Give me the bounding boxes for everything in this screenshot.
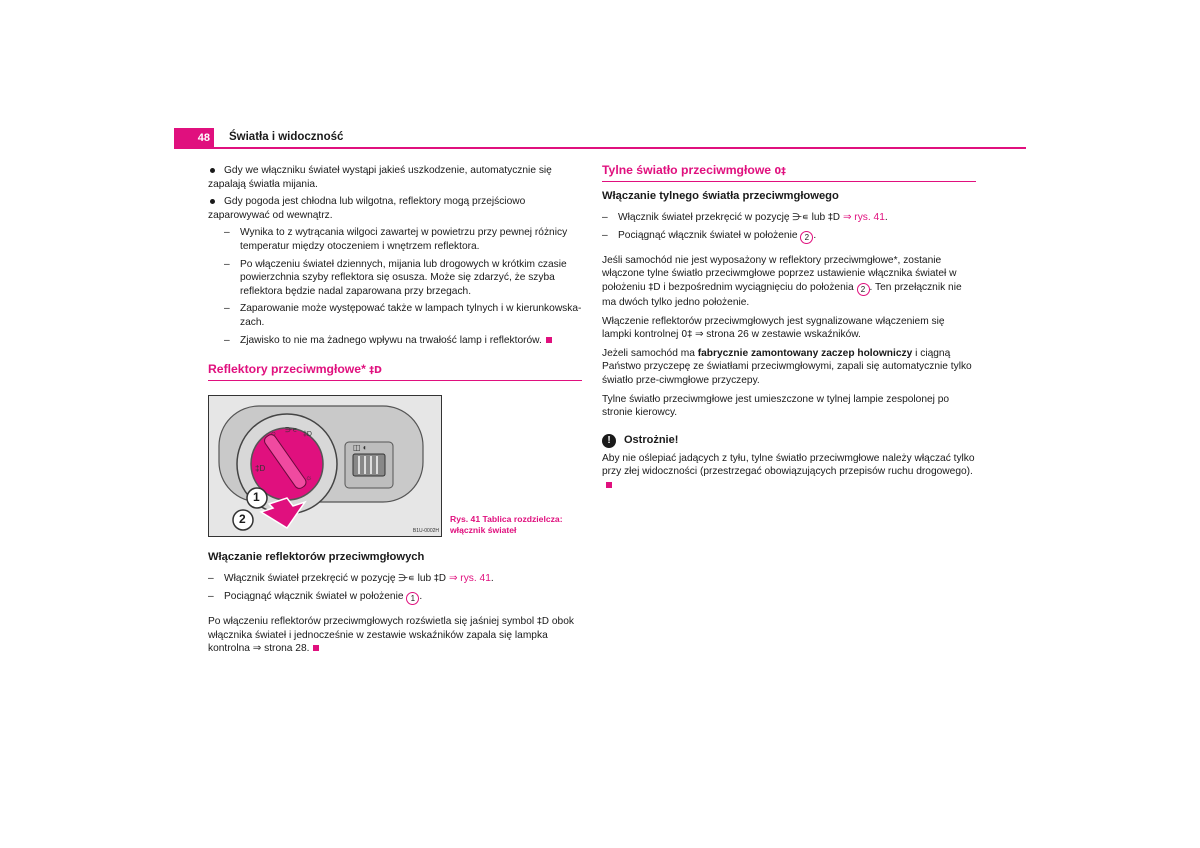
caption-line: Rys. 41 Tablica rozdzielcza: — [450, 513, 563, 524]
bullet-dot-icon — [210, 168, 215, 173]
page-number-badge: 48 — [174, 128, 214, 148]
caution-header — [602, 434, 976, 448]
punct: . — [419, 590, 423, 602]
fog-light-icon: ‡D — [434, 573, 447, 585]
dash-mark: – — [602, 212, 608, 224]
step-text: Pociągnąć włącznik świateł w położenie — [618, 229, 798, 241]
position-number-icon: 1 — [406, 592, 419, 605]
punct: . — [490, 573, 494, 585]
bullet-text: Gdy pogoda jest chłodna lub wilgotna, reflektory mogą przejściowo zaparowywać od wewnątrz. — [208, 196, 526, 221]
caution-body: Aby nie oślepiać jadących z tyłu, tylne światło przeciwmgłowe należy włączać tylko przy złej widoczności (przestrzegać obowiązujących przepisów ruchu drogowego). — [602, 452, 975, 478]
paragraph-text: Jeśli samochód nie jest wyposażony w reflektory przeciwmgłowe*, zostanie włączone tylne światło przeciwmgłowe poprzez ustawienie włącznika świateł w położeniu — [602, 254, 957, 293]
sub-item — [224, 258, 582, 299]
rear-fog-light-icon: 0‡ — [681, 329, 693, 341]
svg-text:‡D: ‡D — [255, 463, 266, 473]
svg-text:‡D: ‡D — [303, 430, 312, 438]
dash-mark: – — [224, 303, 230, 315]
position-number-icon: 2 — [800, 231, 813, 244]
paragraph — [602, 315, 976, 342]
header-rule — [174, 147, 1026, 149]
step-item — [208, 590, 582, 605]
paragraph-text: . Ten przełącznik nie ma dwóch tylko jedno położenie. — [602, 281, 962, 308]
step-item — [602, 229, 976, 244]
chapter-title: Światła i widoczność — [229, 131, 344, 143]
step-text: Pociągnąć włącznik świateł w położenie — [224, 590, 404, 602]
punct: . — [813, 229, 817, 241]
paragraph: Tylne światło przeciwmgłowe jest umieszczone w tylnej lampie zespolonej po stronie kierowcy. — [602, 393, 950, 419]
subsection-title: Włączanie tylnego światła przeciwmgłowego — [602, 189, 839, 202]
paragraph-text: Włączenie reflektorów przeciwmgłowych jest sygnalizowane włączeniem się lampki kontrolnej — [602, 315, 945, 341]
fog-light-icon: ‡D — [828, 212, 841, 224]
figure-reference-link[interactable]: ⇒ rys. 41 — [842, 212, 885, 224]
sub-item-text: Wynika to z wytrącania wilgoci zawartej w powietrzu przy pewnej różnicy temperatur między otoczeniem i wnętrzem reflektora. — [240, 227, 568, 252]
step-item — [602, 211, 976, 225]
figure-label-1: 1 — [253, 489, 260, 504]
paragraph-text: Po włączeniu reflektorów przeciwmgłowych rozświetla się jaśniej symbol — [208, 615, 535, 627]
figure-caption — [450, 514, 580, 536]
caution-title: Ostrożnie! — [624, 433, 679, 446]
side-light-icon: ⋺∊ — [792, 212, 809, 224]
section-title-text: Reflektory przeciwmgłowe* — [208, 362, 366, 377]
caution-text — [602, 452, 976, 493]
figure-reference-link[interactable]: ⇒ rys. 41 — [448, 573, 491, 585]
step-text: lub — [417, 573, 432, 585]
dash-mark: – — [208, 573, 214, 585]
caution-icon: ! — [602, 434, 616, 448]
paragraph-text: obok włącznika świateł i jednocześnie w zestawie wskaźników zapala się lampka kontrolna — [208, 615, 574, 655]
section-title-fog-lights — [208, 363, 582, 381]
section-title-rear-fog — [602, 164, 976, 182]
dash-mark: – — [224, 334, 230, 346]
paragraph-text: i ciągną Państwo przyczepę ze światłami przeciwmgłowymi, zapali się automatycznie tylko światło prze-ciwmgłowe przyczepy. — [602, 347, 972, 386]
dash-mark: – — [208, 590, 214, 602]
dash-mark: – — [602, 229, 608, 241]
figure-code: B1U-0002H — [412, 527, 439, 534]
paragraph — [208, 615, 582, 656]
step-item — [208, 572, 582, 586]
svg-text:◫ ◐: ◫ ◐ — [353, 442, 368, 452]
paragraph-bold-text: fabrycznie zamontowany zaczep holowniczy — [697, 347, 913, 359]
sub-item — [224, 334, 582, 348]
end-mark-icon — [606, 482, 612, 488]
dash-mark: – — [224, 258, 230, 270]
sub-item-text: Zjawisko to nie ma żadnego wpływu na trwałość lamp i reflektorów. — [240, 334, 542, 346]
rear-fog-light-icon: 0‡ — [774, 166, 786, 177]
paragraph-text: Jeżeli samochód ma — [602, 347, 695, 359]
paragraph — [602, 347, 976, 388]
paragraph-text: ⇒ strona 26 w zestawie wskaźników. — [694, 329, 861, 341]
punct: . — [884, 212, 888, 224]
fog-light-icon: ‡D — [648, 281, 661, 293]
right-column — [602, 164, 976, 498]
svg-text:☼: ☼ — [305, 472, 313, 482]
step-text: Włącznik świateł przekręcić w pozycję — [224, 573, 396, 585]
position-number-icon: 2 — [857, 283, 870, 296]
bullet-item — [208, 195, 582, 222]
end-mark-icon — [313, 645, 319, 651]
paragraph — [602, 254, 976, 310]
end-mark-icon — [546, 337, 552, 343]
step-text: Włącznik świateł przekręcić w pozycję — [618, 212, 790, 224]
light-switch-figure — [208, 395, 563, 537]
side-light-icon: ⋺∊ — [398, 573, 415, 585]
fog-light-icon: ‡D — [536, 615, 550, 627]
figure-label-2: 2 — [239, 511, 246, 526]
dash-mark: – — [224, 227, 230, 239]
sub-item — [224, 302, 582, 329]
fog-light-icon: ‡D — [369, 365, 382, 377]
caption-line: włącznik świateł — [450, 524, 517, 535]
page-reference-link[interactable]: ⇒ strona 28. — [252, 643, 310, 655]
subsection-title: Włączanie reflektorów przeciwmgłowych — [208, 550, 425, 563]
paragraph-text: i bezpośrednim wyciągnięciu do położenia — [663, 281, 854, 293]
bullet-text: Gdy we włączniku świateł wystąpi jakieś uszkodzenie, automatycznie się zapalają światła mijania. — [208, 165, 552, 190]
bullet-dot-icon — [210, 199, 215, 204]
svg-text:○: ○ — [271, 428, 276, 438]
step-text: lub — [811, 212, 826, 224]
section-title-text: Tylne światło przeciwmgłowe — [602, 163, 772, 177]
left-column — [208, 164, 582, 661]
svg-text:⋺∊: ⋺∊ — [285, 426, 298, 434]
sub-item-text: Po włączeniu świateł dziennych, mijania lub drogowych w krótkim czasie powierzchnia szyby reflektora się osusza. Może się zdarzyć, że szyba reflektora będzie nadal zaparowana przy brzegach. — [240, 258, 567, 297]
bullet-item — [208, 164, 582, 191]
sub-item-text: Zaparowanie może występować także w lampach tylnych i w kierunkowska-zach. — [240, 303, 582, 328]
sub-item — [224, 226, 582, 253]
